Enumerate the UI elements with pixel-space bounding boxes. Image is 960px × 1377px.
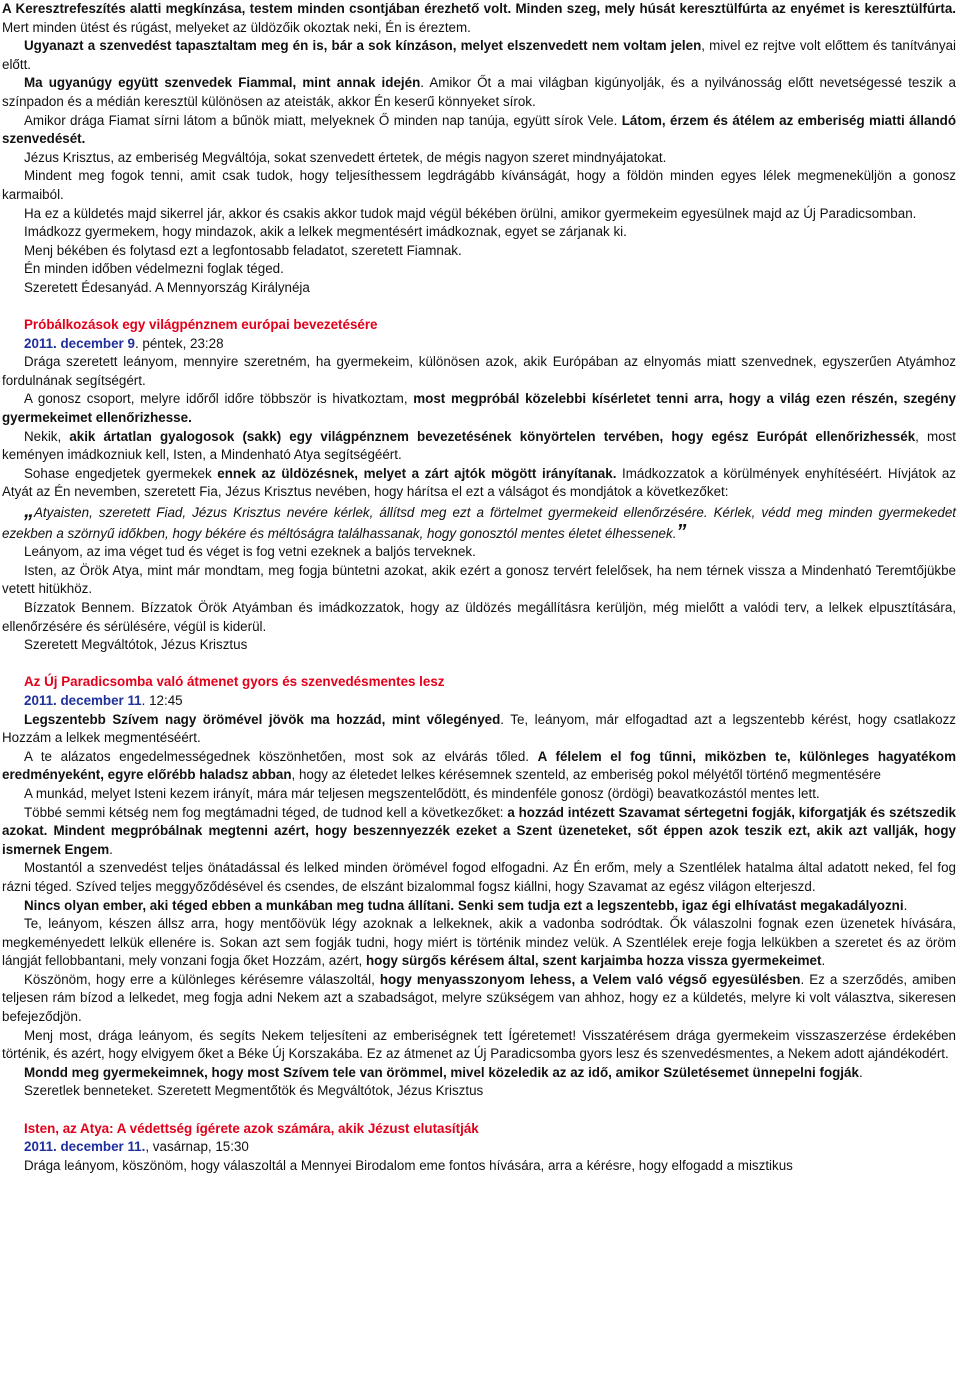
text: . (903, 897, 908, 913)
signature: Szeretett Megváltótok, Jézus Krisztus (24, 637, 248, 653)
section-date (0, 335, 960, 354)
date-time: , vasárnap, 15:30 (145, 1139, 249, 1155)
paragraph (0, 37, 960, 74)
paragraph: Menj békében és folytasd ezt a legfontosabb feladatot, szeretett Fiamnak. (24, 242, 462, 258)
paragraph: Isten, az Örök Atya, mint már mondtam, meg fogja büntetni azokat, akik ezért a gonosz tervért felelősek, ha nem térnek vissza a Mindenható Teremtőjükbe vetett hitükhöz. (2, 562, 956, 597)
date-highlight: 2011. december 11. (24, 1139, 146, 1155)
date-time: . 12:45 (141, 692, 183, 708)
text: Nekik, (24, 428, 70, 444)
paragraph: Drága szeretett leányom, mennyire szeretném, ha gyermekeim, különösen azok, akik Európában az elnyomás miatt szenvednek, egyszerűen Atyámhoz fordulnának segítségért. (2, 354, 956, 388)
text: Te, leányom, készen állsz arra, hogy mentőövük légy azoknak a lelkeknek, akik a vadonba sodródtak. Ők válaszolni fognak ezen üzenetek hívására, megkeményedett lelkük ellenére is. Sokan azt sem fogják tudni, hogy miért is történik mindez velük. A Szentlélek ereje fogja lelkükben a szeretet és az öröm lángját fellobbantani, mely vonzani fogja őket Hozzám, azért, (2, 916, 956, 969)
text: . Ez a szerződés, amiben teljesen rám bízod a lelkedet, meg fogja adni Nekem azt a szabadságot, melyre szükségem van ahhoz, hogy ez a küldetés, melyre ki volt választva, sikeresen befejeződjön. (2, 971, 956, 1025)
text: Köszönöm, hogy erre a különleges kérésemre válaszoltál, (24, 971, 380, 987)
paragraph: Ha ez a küldetés majd sikerrel jár, akkor és csakis akkor tudok majd végül békében örülni, amikor gyermekeim egyesülnek majd az Új Paradicsomban. (24, 205, 917, 221)
paragraph (0, 428, 960, 465)
paragraph (0, 748, 960, 785)
paragraph (0, 1064, 960, 1083)
bold-text: A Keresztrefeszítés alatti megkínzása, testem minden csontjában érezhető volt. Minden szeg, mely húsát keresztülfúrta az enyémet is keresztülfúrta. (2, 1, 956, 16)
section-date (0, 692, 960, 711)
paragraph (0, 711, 960, 748)
quote-close-mark: ” (676, 520, 687, 543)
bold-text: akik ártatlan gyalogosok (sakk) egy világpénznem bevezetésének könyörtelen tervében, hogy egész Európát ellenőrizhessék (69, 428, 916, 444)
bold-text: Legszentebb Szívem nagy örömével jövök ma hozzád, mint vőlegényed (24, 711, 501, 727)
paragraph (0, 915, 960, 971)
section-date (0, 1138, 960, 1157)
paragraph (0, 0, 960, 37)
section-title: Isten, az Atya: A védettség ígérete azok számára, akik Jézust elutasítják (24, 1120, 479, 1136)
text: Imádkozzatok a körülmények enyhítéséért. Hívjátok az Atyát az Én nevemben, szeretett Fia, Jézus Krisztus nevében, hogy hárítsa el ezt a válságot és mondjátok a következőket: (2, 465, 957, 500)
text: . Te, leányom, már elfogadtad azt a legszentebb kérést, hogy csatlakozz Hozzám a lelkek megmentéséért. (2, 711, 956, 746)
date-highlight: 2011. december 11 (24, 692, 142, 708)
date-time: . péntek, 23:28 (134, 335, 224, 351)
text: . (858, 1064, 863, 1080)
paragraph (0, 74, 960, 111)
paragraph (0, 465, 960, 502)
paragraph (0, 112, 960, 149)
text: Sohase engedjetek gyermekek (24, 465, 218, 481)
text: , most keményen imádkozniuk kell, Isten, a Mindenható Atya segítségéért. (2, 428, 956, 463)
text: . Amikor Őt a mai világban kigúnyolják, és a nyilvánosság előtt nevetségessé teszik a színpadon és a médián keresztül különösen az ateisták, akkor Én keserű könnyeket sírok. (2, 75, 956, 109)
text: Mert minden ütést és rúgást, melyeket az üldözőik okoztak neki, Én is éreztem. (2, 19, 471, 35)
paragraph: Menj most, drága leányom, és segíts Nekem teljesíteni az emberiségnek tett Ígéretemet! Visszatérésem drága gyermekeim visszaszerzése érdekében történik, és azért, hogy elvigyem őket a Béke Új Korszakába. Ez az átmenet az Új Paradicsomba gyors lesz és szenvedésmentes, a Nekem adott ajándékodért. (2, 1027, 956, 1062)
text: Többé semmi kétség nem fog megtámadni téged, de tudnod kell a következőket: (24, 804, 508, 820)
prayer-quote (0, 502, 960, 543)
bold-text: hogy sürgős kérésem által, szent karjaimba hozza vissza gyermekeimet (365, 953, 822, 969)
text: , hogy az életedet lelkes kérésemnek szenteld, az emberiség pokol mélyétől történő megmentésére (291, 767, 882, 783)
paragraph: Mostantól a szenvedést teljes önátadással és lelked minden örömével fogod elfogadni. Az Én erőm, mely a Szentlélek hatalma által adatott neked, fel fog rázni téged. Szíved teljes meggyőződésével és csendes, de elszánt bizalommal fogsz kiállni, hogy Szavamat az egész világon elterjeszd. (2, 860, 956, 894)
text: , mivel ez rejtve volt előttem és tanítványai előtt. (2, 38, 956, 72)
paragraph: Mindent meg fogok tenni, amit csak tudok, hogy teljesíthessem legdrágább kívánságát, hogy a földön minden egyes lélek megmeneküljön a gonosz karmaiból. (2, 168, 956, 202)
paragraph: Bízzatok Bennem. Bízzatok Örök Atyámban és imádkozzatok, hogy az üldözés megállításra kerüljön, még mielőtt a valódi terv, a lelkek elpusztítására, ellenőrzésére és sérülésére, végül is kiderül. (2, 600, 956, 634)
text: A te alázatos engedelmességednek köszönhetően, most sok az elvárás tőled. (24, 748, 538, 764)
quote-text: Atyaisten, szeretett Fiad, Jézus Krisztus nevére kérlek, állítsd meg ezt a förtelmet gyermekeid ellenőrzésére. Kérlek, védd meg minden gyermekedet ezekben a szörnyű időkben, hogy békére és méltóságra találhassanak, hogy gonosztól mentes életet élhessenek. (2, 505, 956, 541)
spacer (0, 298, 960, 317)
paragraph (0, 897, 960, 916)
paragraph (0, 804, 960, 860)
bold-text: ennek az üldözésnek, melyet a zárt ajtók mögött irányítanak. (217, 465, 617, 481)
spacer (0, 655, 960, 674)
bold-text: Látom, érzem és átélem az emberiség miatti állandó szenvedését. (2, 112, 957, 147)
section-title: Próbálkozások egy világpénznem európai bevezetésére (24, 317, 378, 333)
paragraph: A munkád, melyet Isteni kezem irányít, mára már teljesen megszentelődött, és mindenféle gonosz (ördögi) beavatkozástól mentes lett. (24, 785, 820, 801)
paragraph: Leányom, az ima véget tud és véget is fog vetni ezeknek a baljós terveknek. (24, 544, 476, 560)
bold-text: Mondd meg gyermekeimnek, hogy most Szívem tele van örömmel, mivel közeledik az az idő, amikor Születésemet ünnepelni fogják (24, 1064, 859, 1080)
bold-text: hogy menyasszonyom lehess, a Velem való végső egyesülésben (379, 971, 801, 987)
paragraph: Imádkozz gyermekem, hogy mindazok, akik a lelkek megmentésért imádkoznak, egyet se zárjanak ki. (24, 224, 627, 240)
paragraph (0, 971, 960, 1027)
text: Amikor drága Fiamat sírni látom a bűnök miatt, melyeknek Ő minden nap tanúja, együtt sírok Vele. (24, 112, 622, 128)
spacer (0, 1101, 960, 1120)
bold-text: Ugyanazt a szenvedést tapasztaltam meg én is, bár a sok kínzáson, melyet elszenvedett nem voltam jelen (24, 38, 702, 54)
paragraph: Jézus Krisztus, az emberiség Megváltója, sokat szenvedett értetek, de mégis nagyon szeret mindnyájatokat. (24, 149, 667, 165)
paragraph: Én minden időben védelmezni foglak téged. (24, 261, 284, 277)
bold-text: Nincs olyan ember, aki téged ebben a munkában meg tudna állítani. Senki sem tudja ezt a legszentebb, igaz égi elhívatást megakadályozni (24, 897, 904, 913)
paragraph: Drága leányom, köszönöm, hogy válaszoltál a Mennyei Birodalom eme fontos hívására, arra a kérésre, hogy elfogadd a misztikus (24, 1157, 793, 1173)
text: . (821, 953, 826, 969)
section-title: Az Új Paradicsomba való átmenet gyors és szenvedésmentes lesz (24, 674, 445, 690)
text: . (109, 841, 113, 857)
bold-text: most megpróbál közelebbi kísérletet tenni arra, hogy a világ ezen részén, szegény gyermekeimet ellenőrizhesse. (2, 391, 956, 426)
signature: Szeretlek benneteket. Szeretett Megmentőtök és Megváltótok, Jézus Krisztus (24, 1083, 484, 1099)
signature: Szeretett Édesanyád. A Mennyország Királynéja (24, 279, 310, 295)
bold-text: A félelem el fog tűnni, miközben te, különleges hagyatékom eredményeként, egyre előrébb haladsz abban (2, 748, 956, 783)
text: A gonosz csoport, melyre időről időre többször is hivatkoztam, (24, 391, 414, 407)
bold-text: a hozzád intézett Szavamat sértegetni fogják, kiforgatják és szétszedik azokat. Mindent megpróbálnak megtenni azért, hogy beszennyezzék ezeket a Szent üzeneteket, sőt éppen azok teszik ezt, akik azt vallják, hogy ismernek Engem (2, 804, 956, 857)
paragraph (0, 390, 960, 427)
bold-text: Ma ugyanúgy együtt szenvedek Fiammal, mint annak idején (24, 75, 421, 91)
date-highlight: 2011. december 9 (24, 335, 135, 351)
quote-open-mark: „ (24, 500, 34, 523)
